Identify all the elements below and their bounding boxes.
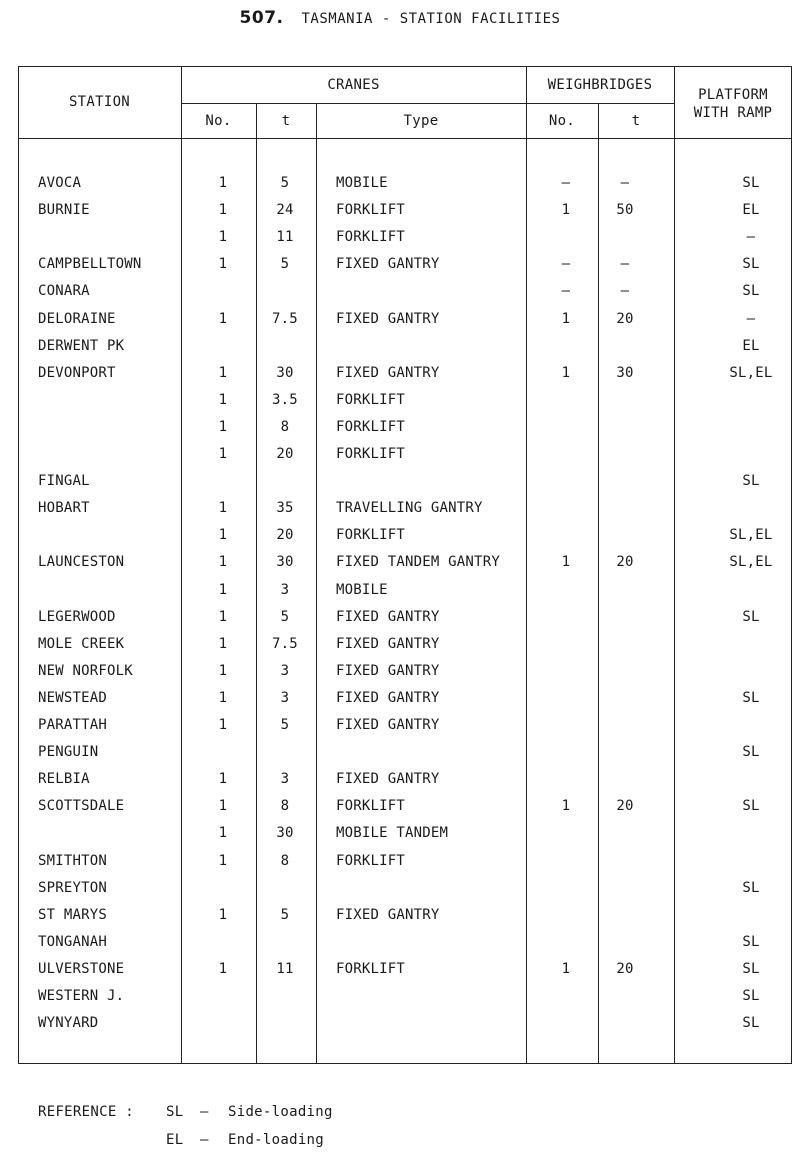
- column-divider: [598, 103, 599, 1064]
- station-cell: TONGANAH: [38, 934, 108, 950]
- station-cell: CONARA: [38, 283, 90, 299]
- platform-cell: SL: [742, 961, 760, 977]
- crane-no-cell: 1: [218, 392, 228, 408]
- crane-no-cell: 1: [218, 907, 228, 923]
- crane-capacity-cell: 5: [280, 256, 290, 272]
- crane-capacity-cell: 30: [276, 365, 294, 381]
- crane-no-cell: 1: [218, 311, 228, 327]
- platform-cell: SL: [742, 798, 760, 814]
- crane-type-cell: MOBILE: [336, 582, 388, 598]
- header-weighbridges: WEIGHBRIDGES: [547, 77, 653, 93]
- reference-label: REFERENCE :: [38, 1104, 135, 1120]
- station-cell: WYNYARD: [38, 1015, 99, 1031]
- weighbridge-no-cell: 1: [561, 554, 571, 570]
- reference-meaning: End-loading: [228, 1132, 325, 1148]
- weighbridge-no-cell: 1: [561, 798, 571, 814]
- crane-capacity-cell: 3: [280, 582, 290, 598]
- platform-cell: SL: [742, 744, 760, 760]
- crane-capacity-cell: 5: [280, 907, 290, 923]
- crane-type-cell: MOBILE TANDEM: [336, 825, 449, 841]
- weighbridge-t-cell: 20: [616, 554, 634, 570]
- crane-no-cell: 1: [218, 256, 228, 272]
- crane-no-cell: 1: [218, 717, 228, 733]
- platform-cell: SL: [742, 988, 760, 1004]
- crane-capacity-cell: 24: [276, 202, 294, 218]
- header-platform-line2: WITH RAMP: [693, 105, 773, 121]
- crane-capacity-cell: 30: [276, 554, 294, 570]
- platform-cell: SL,EL: [729, 527, 773, 543]
- weighbridge-no-cell: 1: [561, 961, 571, 977]
- station-cell: SCOTTSDALE: [38, 798, 125, 814]
- weighbridge-t-cell: 30: [616, 365, 634, 381]
- crane-capacity-cell: 3: [280, 663, 290, 679]
- platform-cell: SL: [742, 283, 760, 299]
- column-divider: [674, 66, 675, 1064]
- crane-type-cell: FORKLIFT: [336, 419, 406, 435]
- page-number: 507.: [239, 8, 284, 28]
- crane-no-cell: 1: [218, 853, 228, 869]
- platform-cell: –: [746, 311, 756, 327]
- header-wb-no: No.: [548, 113, 576, 129]
- crane-capacity-cell: 8: [280, 853, 290, 869]
- column-divider: [256, 103, 257, 1064]
- crane-type-cell: TRAVELLING GANTRY: [336, 500, 483, 516]
- reference-dash: –: [200, 1132, 209, 1148]
- header-wb-t: t: [631, 113, 641, 129]
- header-divider: [181, 103, 674, 104]
- crane-type-cell: FORKLIFT: [336, 392, 406, 408]
- crane-no-cell: 1: [218, 229, 228, 245]
- station-cell: CAMPBELLTOWN: [38, 256, 142, 272]
- header-station: STATION: [68, 94, 131, 110]
- crane-no-cell: 1: [218, 500, 228, 516]
- header-crane-type: Type: [403, 113, 439, 129]
- weighbridge-t-cell: –: [620, 256, 630, 272]
- platform-cell: SL: [742, 175, 760, 191]
- crane-type-cell: FIXED GANTRY: [336, 609, 440, 625]
- crane-capacity-cell: 20: [276, 446, 294, 462]
- crane-type-cell: MOBILE: [336, 175, 388, 191]
- crane-type-cell: FIXED GANTRY: [336, 771, 440, 787]
- platform-cell: SL: [742, 256, 760, 272]
- crane-no-cell: 1: [218, 419, 228, 435]
- weighbridge-no-cell: 1: [561, 202, 571, 218]
- station-cell: DEVONPORT: [38, 365, 116, 381]
- station-cell: RELBIA: [38, 771, 90, 787]
- weighbridge-no-cell: 1: [561, 365, 571, 381]
- crane-capacity-cell: 5: [280, 609, 290, 625]
- station-cell: LAUNCESTON: [38, 554, 125, 570]
- crane-type-cell: FORKLIFT: [336, 202, 406, 218]
- crane-type-cell: FORKLIFT: [336, 446, 406, 462]
- crane-no-cell: 1: [218, 554, 228, 570]
- weighbridge-no-cell: –: [561, 175, 571, 191]
- header-crane-t: t: [281, 113, 291, 129]
- crane-no-cell: 1: [218, 636, 228, 652]
- crane-no-cell: 1: [218, 798, 228, 814]
- station-cell: MOLE CREEK: [38, 636, 125, 652]
- crane-capacity-cell: 5: [280, 175, 290, 191]
- station-cell: NEWSTEAD: [38, 690, 108, 706]
- crane-type-cell: FORKLIFT: [336, 961, 406, 977]
- crane-capacity-cell: 5: [280, 717, 290, 733]
- crane-capacity-cell: 3: [280, 690, 290, 706]
- platform-cell: SL: [742, 609, 760, 625]
- crane-capacity-cell: 11: [276, 961, 294, 977]
- platform-cell: SL,EL: [729, 554, 773, 570]
- weighbridge-t-cell: 20: [616, 961, 634, 977]
- weighbridge-t-cell: –: [620, 283, 630, 299]
- crane-capacity-cell: 8: [280, 798, 290, 814]
- crane-capacity-cell: 35: [276, 500, 294, 516]
- station-cell: HOBART: [38, 500, 90, 516]
- crane-type-cell: FIXED GANTRY: [336, 636, 440, 652]
- platform-cell: SL: [742, 473, 760, 489]
- platform-cell: SL: [742, 1015, 760, 1031]
- crane-type-cell: FIXED GANTRY: [336, 311, 440, 327]
- platform-cell: –: [746, 229, 756, 245]
- crane-type-cell: FIXED GANTRY: [336, 690, 440, 706]
- weighbridge-t-cell: 50: [616, 202, 634, 218]
- crane-no-cell: 1: [218, 771, 228, 787]
- header-crane-no: No.: [205, 113, 232, 129]
- crane-capacity-cell: 20: [276, 527, 294, 543]
- station-cell: PARATTAH: [38, 717, 108, 733]
- crane-type-cell: FORKLIFT: [336, 527, 406, 543]
- station-cell: ST MARYS: [38, 907, 108, 923]
- platform-cell: EL: [742, 338, 760, 354]
- crane-no-cell: 1: [218, 175, 228, 191]
- crane-no-cell: 1: [218, 202, 228, 218]
- crane-no-cell: 1: [218, 446, 228, 462]
- station-cell: DELORAINE: [38, 311, 116, 327]
- header-platform-line1: PLATFORM: [698, 87, 768, 103]
- crane-type-cell: FIXED GANTRY: [336, 256, 440, 272]
- crane-type-cell: FIXED TANDEM GANTRY: [336, 554, 500, 570]
- station-cell: WESTERN J.: [38, 988, 125, 1004]
- column-divider: [181, 66, 182, 1064]
- platform-cell: EL: [742, 202, 760, 218]
- header-bottom-rule: [18, 138, 792, 139]
- crane-type-cell: FIXED GANTRY: [336, 663, 440, 679]
- weighbridge-t-cell: 20: [616, 798, 634, 814]
- station-cell: BURNIE: [38, 202, 90, 218]
- reference-code: SL: [166, 1104, 184, 1120]
- crane-type-cell: FORKLIFT: [336, 853, 406, 869]
- reference-meaning: Side-loading: [228, 1104, 333, 1120]
- crane-type-cell: FIXED GANTRY: [336, 365, 440, 381]
- weighbridge-t-cell: 20: [616, 311, 634, 327]
- station-cell: FINGAL: [38, 473, 90, 489]
- weighbridge-no-cell: –: [561, 283, 571, 299]
- station-cell: AVOCA: [38, 175, 82, 191]
- page-title: [0, 8, 800, 28]
- document-title: TASMANIA - STATION FACILITIES: [301, 11, 561, 27]
- crane-type-cell: FORKLIFT: [336, 798, 406, 814]
- crane-capacity-cell: 8: [280, 419, 290, 435]
- column-divider: [316, 103, 317, 1064]
- platform-cell: SL: [742, 690, 760, 706]
- crane-no-cell: 1: [218, 609, 228, 625]
- station-cell: SPREYTON: [38, 880, 108, 896]
- crane-no-cell: 1: [218, 961, 228, 977]
- platform-cell: SL: [742, 880, 760, 896]
- station-cell: NEW NORFOLK: [38, 663, 133, 679]
- crane-no-cell: 1: [218, 690, 228, 706]
- crane-capacity-cell: 3: [280, 771, 290, 787]
- station-cell: ULVERSTONE: [38, 961, 125, 977]
- station-cell: LEGERWOOD: [38, 609, 116, 625]
- crane-no-cell: 1: [218, 825, 228, 841]
- platform-cell: SL,EL: [729, 365, 773, 381]
- crane-no-cell: 1: [218, 663, 228, 679]
- crane-capacity-cell: 3.5: [272, 392, 298, 408]
- station-cell: PENGUIN: [38, 744, 99, 760]
- reference-dash: –: [200, 1104, 209, 1120]
- crane-no-cell: 1: [218, 527, 228, 543]
- weighbridge-no-cell: –: [561, 256, 571, 272]
- header-cranes: CRANES: [327, 77, 380, 93]
- weighbridge-t-cell: –: [620, 175, 630, 191]
- platform-cell: SL: [742, 934, 760, 950]
- crane-type-cell: FORKLIFT: [336, 229, 406, 245]
- crane-capacity-cell: 7.5: [272, 636, 298, 652]
- reference-code: EL: [166, 1132, 184, 1148]
- crane-no-cell: 1: [218, 582, 228, 598]
- column-divider: [526, 66, 527, 1064]
- station-cell: DERWENT PK: [38, 338, 125, 354]
- crane-type-cell: FIXED GANTRY: [336, 717, 440, 733]
- crane-capacity-cell: 30: [276, 825, 294, 841]
- crane-type-cell: FIXED GANTRY: [336, 907, 440, 923]
- crane-capacity-cell: 7.5: [272, 311, 298, 327]
- crane-no-cell: 1: [218, 365, 228, 381]
- crane-capacity-cell: 11: [276, 229, 294, 245]
- station-cell: SMITHTON: [38, 853, 108, 869]
- weighbridge-no-cell: 1: [561, 311, 571, 327]
